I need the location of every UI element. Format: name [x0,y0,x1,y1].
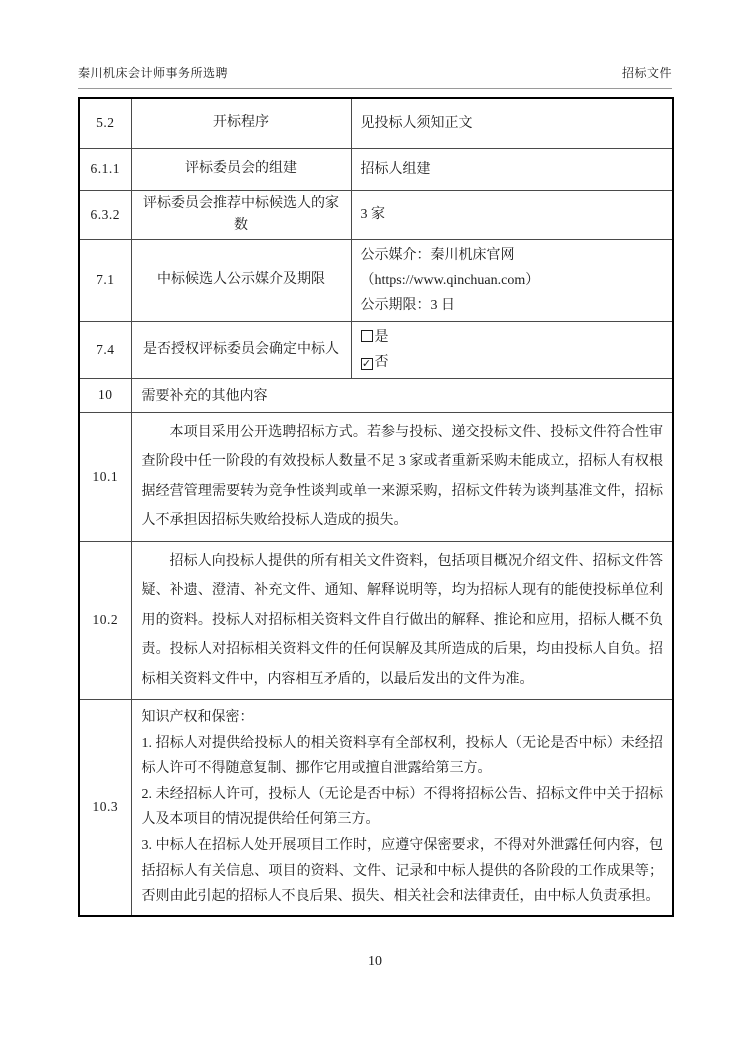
row-label: 中标候选人公示媒介及期限 [131,239,351,321]
table-row [79,321,673,378]
row-number: 10.1 [79,412,131,541]
paragraph-text: 本项目采用公开选聘招标方式。若参与投标、递交投标文件、投标文件符合性审查阶段中任一阶段的有效投标人数量不足 3 家或者重新采购未能成立，招标人有权根据经营管理需要转为竞争性谈判或单一来源采购，招标文件转为谈判基准文件，招标人不承担因招标失败给投标人造成的损失。 [141,424,663,528]
page-footer [0,954,750,970]
table-row [79,148,673,190]
row-number: 10.3 [79,700,131,916]
row-value [351,148,673,190]
row-paragraphs [131,700,673,916]
row-number: 6.1.1 [79,148,131,190]
page-number: 10 [368,954,382,969]
value-line: 公示媒介：秦川机床官网 [360,247,515,263]
row-label: 是否授权评标委员会确定中标人 [131,321,351,378]
row-number: 10.2 [79,541,131,700]
row-value [351,321,673,378]
row-value [351,190,673,239]
paragraph-text: 3. 中标人在招标人处开展项目工作时，应遵守保密要求，不得对外泄露任何内容，包括招标人有关信息、项目的资料、文件、记录和中标人提供的各阶段的工作成果等；否则由此引起的招标人不良后果、损失、相关社会和法律责任，由中标人负责承担。 [141,837,663,905]
value-line: 见投标人须知正文 [360,115,473,131]
page-header [78,64,672,89]
paragraph-text: 2. 未经招标人许可，投标人（无论是否中标）不得将招标公告、招标文件中关于招标人及本项目的情况提供给任何第三方。 [141,786,663,828]
row-number: 5.2 [79,98,131,148]
row-label: 评标委员会的组建 [131,148,351,190]
paragraph-text: 1. 招标人对提供给投标人的相关资料享有全部权利，投标人（无论是否中标）未经招标人许可不得随意复制、挪作它用或擅自泄露给第三方。 [141,735,663,777]
table-row [79,98,673,148]
checkbox-option-label: 是 [374,329,389,345]
table-row [79,190,673,239]
row-number: 6.3.2 [79,190,131,239]
checkbox-checked-icon: ✓ [361,356,372,370]
table-row [79,700,673,916]
value-line: 招标人组建 [360,161,431,177]
table-row [79,412,673,541]
value-line: 公示期限：3 日 [360,297,455,313]
checkbox-option [361,325,664,350]
row-number: 10 [79,378,131,412]
paragraph-text: 招标人向投标人提供的所有相关文件资料，包括项目概况介绍文件、招标文件答疑、补遗、澄清、补充文件、通知、解释说明等，均为招标人现有的能使投标单位利用的资料。投标人对招标相关资料文件自行做出的解释、推论和应用，招标人概不负责。投标人对招标相关资料文件的任何误解及其所造成的后果，均由投标人自负。招标相关资料文件中，内容相互矛盾的，以最后发出的文件为准。 [141,553,663,687]
row-paragraphs [131,541,673,700]
header-right-text: 招标文件 [621,66,672,80]
row-number: 7.1 [79,239,131,321]
paragraph-text: 知识产权和保密： [141,710,254,725]
row-paragraphs [131,412,673,541]
table-row [79,541,673,700]
row-value [351,239,673,321]
value-line: 3 家 [360,207,385,222]
checkbox-option [361,350,664,375]
bid-terms-table [78,97,674,917]
checkbox-option-label: 否 [374,354,389,370]
row-label: 评标委员会推荐中标候选人的家数 [131,190,351,239]
row-value [351,98,673,148]
checkbox-unchecked-icon [361,330,373,342]
row-number: 7.4 [79,321,131,378]
table-row [79,239,673,321]
header-left-text: 秦川机床会计师事务所选聘 [78,66,229,80]
table-row [79,378,673,412]
value-line: （https://www.qinchuan.com） [360,272,540,288]
section-title: 需要补充的其他内容 [131,378,673,412]
row-label: 开标程序 [131,98,351,148]
